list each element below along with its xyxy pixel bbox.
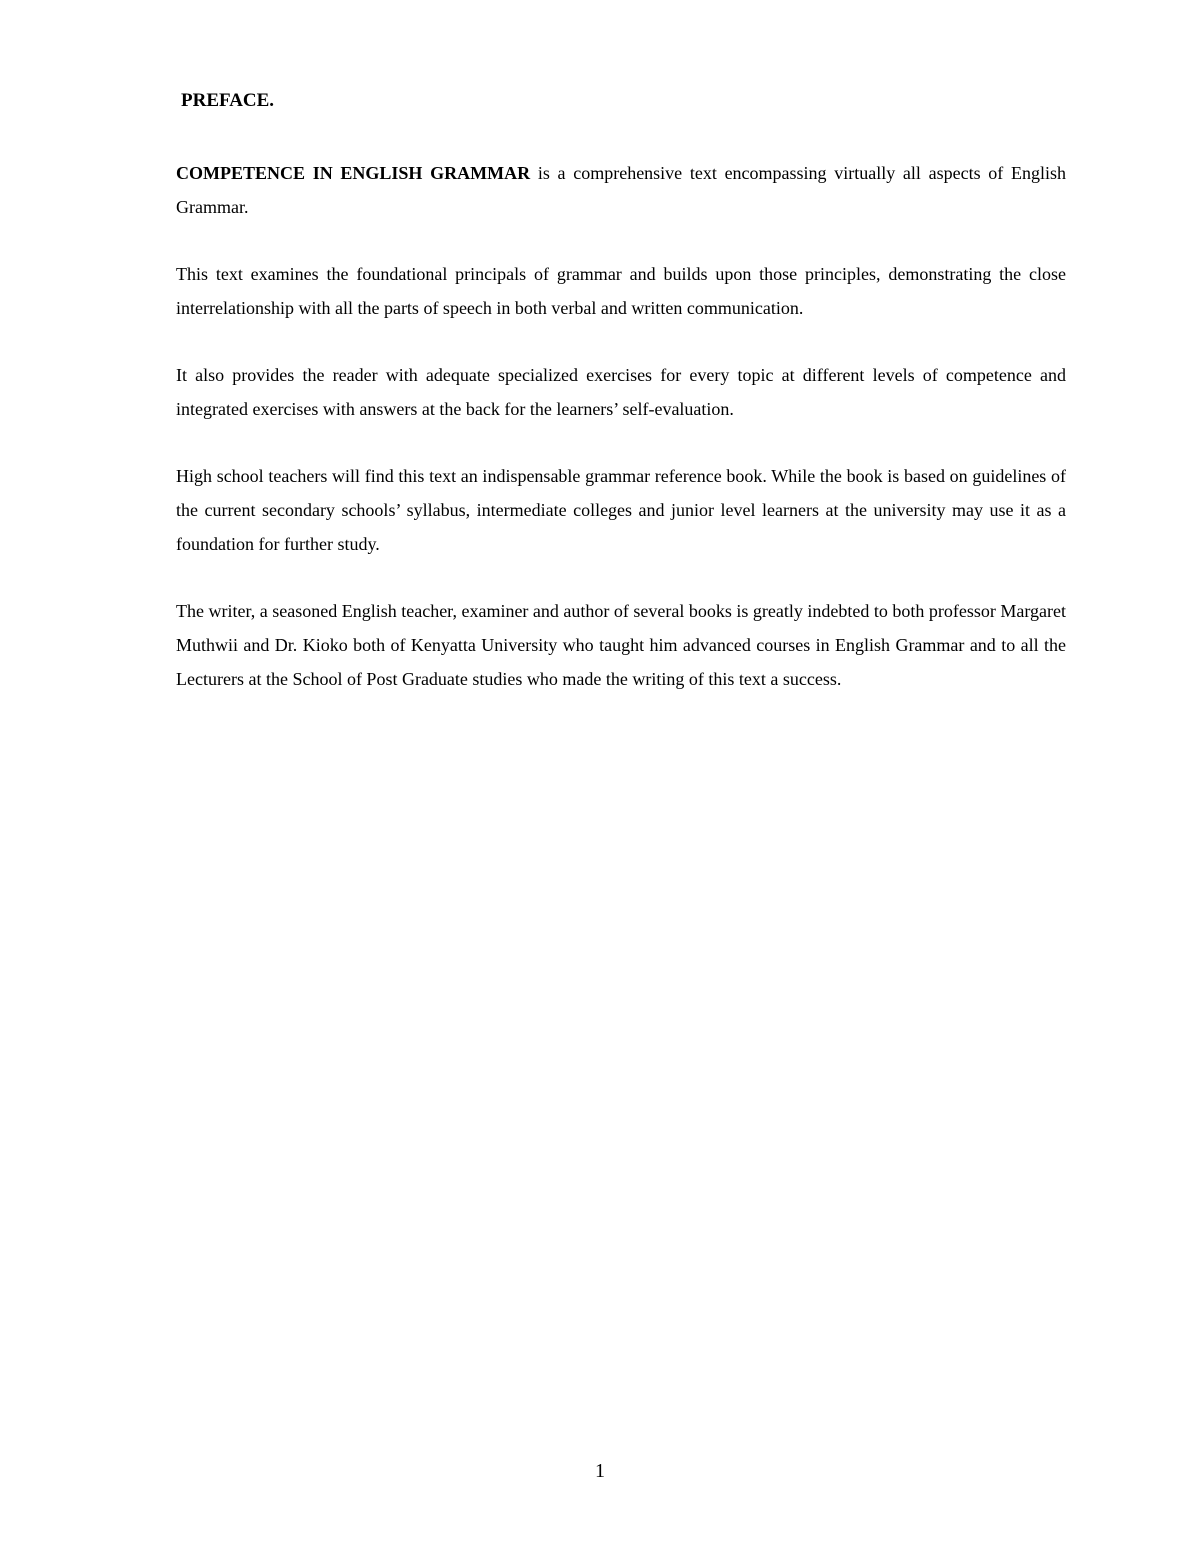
paragraph-exercises: It also provides the reader with adequate specialized exercises for every topic at different levels of competence and integrated exercises with answers at the back for the learners’ self-evaluation. (176, 365, 1066, 419)
paragraph-foundations: This text examines the foundational principals of grammar and builds upon those principles, demonstrating the close interrelationship with all the parts of speech in both verbal and written communication. (176, 264, 1066, 318)
book-title: COMPETENCE IN ENGLISH GRAMMAR (176, 163, 531, 183)
paragraph-audience: High school teachers will find this text an indispensable grammar reference book. While the book is based on guidelines of the current secondary schools’ syllabus, intermediate colleges and junior level learners at the university may use it as a foundation for further study. (176, 466, 1066, 554)
preface-heading: PREFACE. (181, 90, 275, 111)
paragraph-intro (176, 156, 1066, 224)
page-number: 1 (595, 1460, 605, 1482)
page-content (176, 88, 1066, 696)
paragraph-acknowledgements: The writer, a seasoned English teacher, examiner and author of several books is greatly indebted to both professor Margaret Muthwii and Dr. Kioko both of Kenyatta University who taught him advanced courses in English Grammar and to all the Lecturers at the School of Post Graduate studies who made the writing of this text a success. (176, 601, 1066, 689)
paragraph-intro-text: is a comprehensive text encompassing virtually all aspects of English Grammar. (176, 163, 1066, 217)
